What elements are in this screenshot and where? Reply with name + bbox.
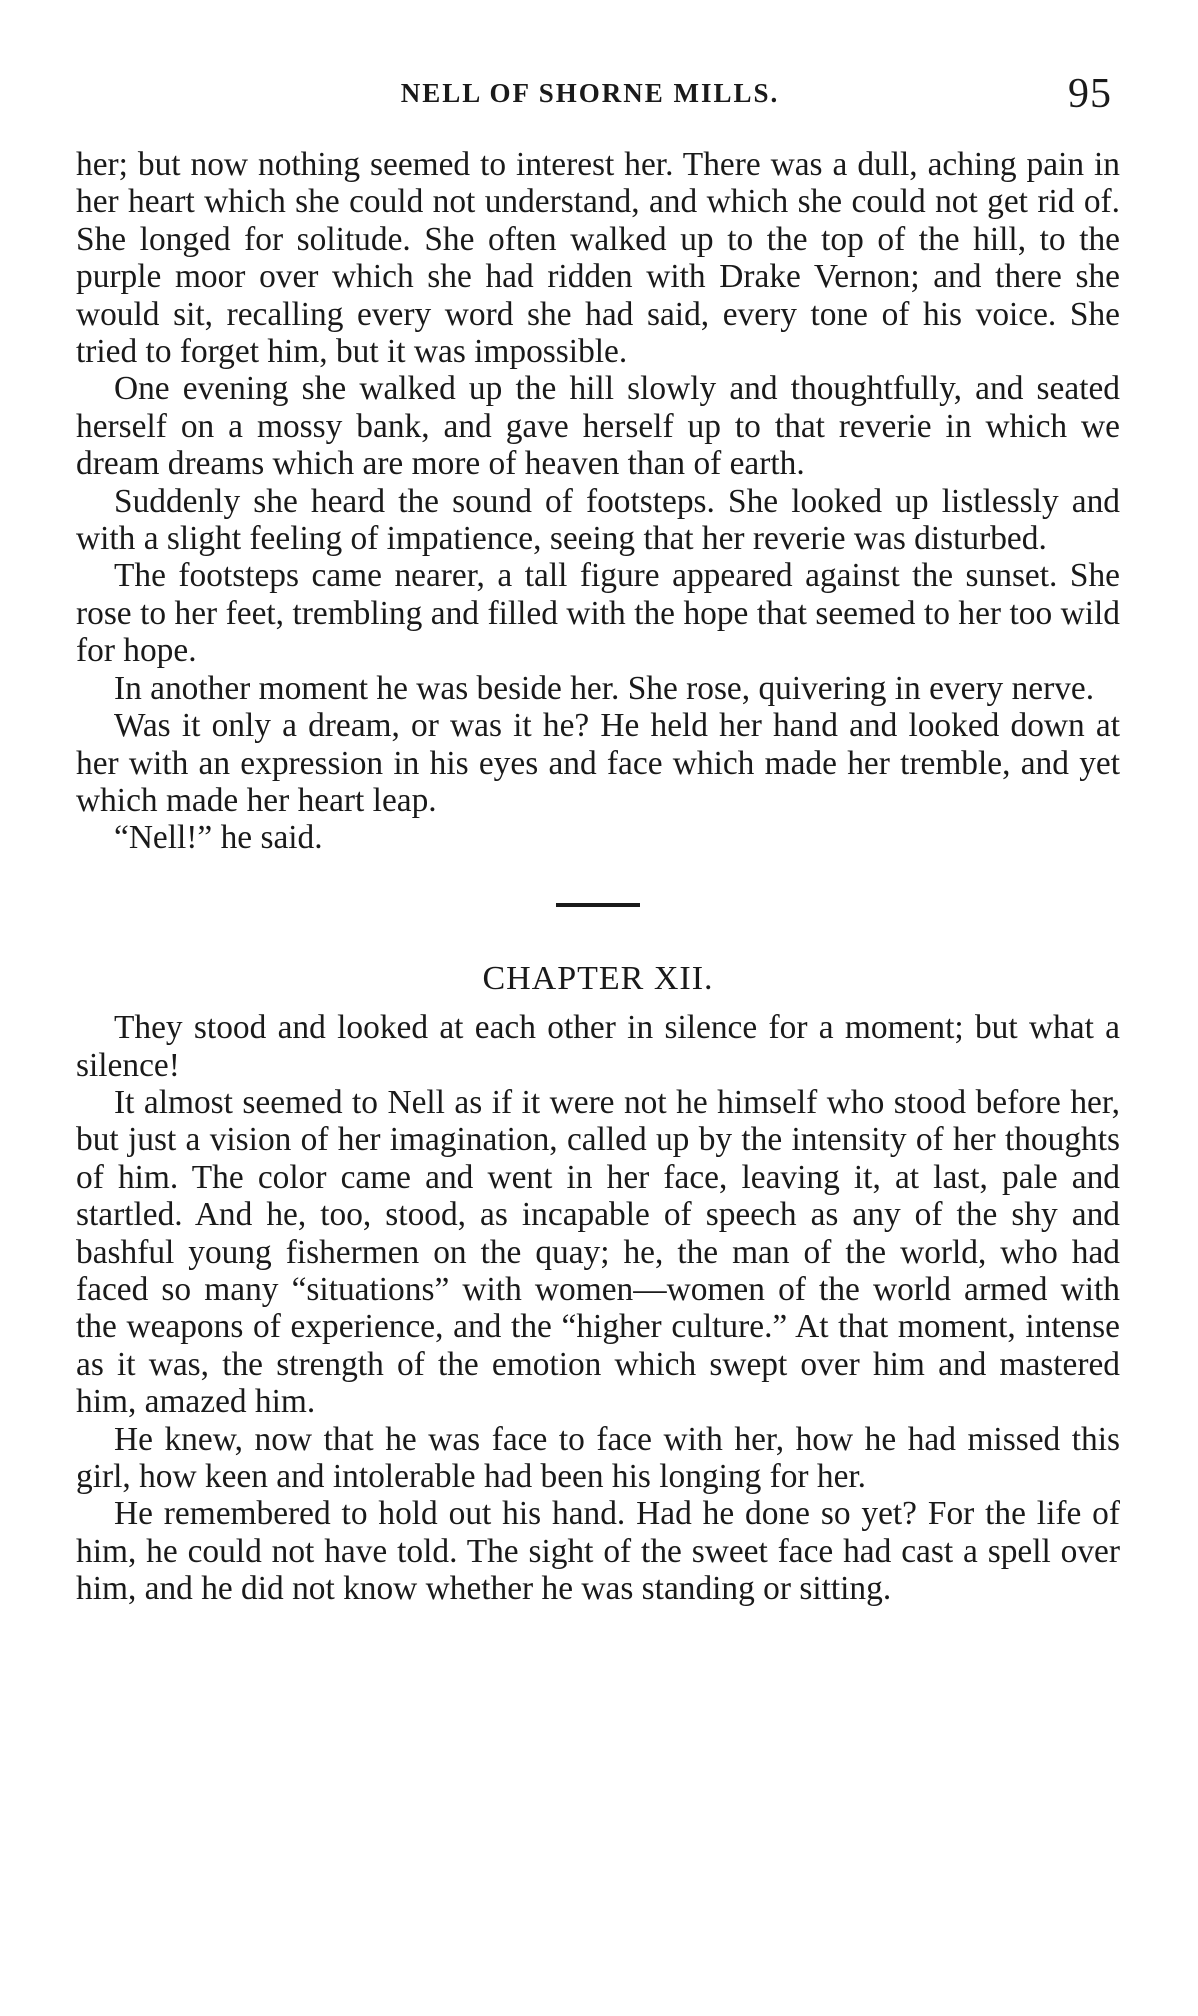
paragraph: They stood and looked at each other in silence for a moment; but what a silence! <box>76 1009 1120 1084</box>
running-title: NELL OF SHORNE MILLS. <box>400 78 780 108</box>
paragraph: He knew, now that he was face to face with her, how he had missed this girl, how keen and intolerable had been his longing for her. <box>76 1420 1120 1495</box>
paragraph: The footsteps came nearer, a tall figure appeared against the sunset. She rose to her feet, trembling and filled with the hope that seemed to her too wild for hope. <box>76 557 1120 670</box>
paragraph: He remembered to hold out his hand. Had he done so yet? For the life of him, he could not have told. The sight of the sweet face had cast a spell over him, and he did not know whether he was standing or sitting. <box>76 1495 1120 1608</box>
paragraph: It almost seemed to Nell as if it were not he himself who stood before her, but just a vision of her imagination, called up by the intensity of her thoughts of him. The color came and went in her face, leaving it, at last, pale and startled. And he, too, stood, as incapable of speech as any of the shy and bashful young fishermen on the quay; he, the man of the world, who had faced so many “situations” with women—women of the world armed with the weapons of experience, and the “higher culture.” At that moment, intense as it was, the strength of the emotion which swept over him and mastered him, amazed him. <box>76 1083 1120 1421</box>
running-header <box>60 70 1120 120</box>
paragraph: In another moment he was beside her. She rose, quivering in every nerve. <box>114 669 1095 707</box>
paragraph: Suddenly she heard the sound of footsteps. She looked up listlessly and with a slight feeling of impatience, seeing that her reverie was disturbed. <box>76 482 1120 558</box>
chapter-heading: CHAPTER XII. <box>482 959 714 997</box>
paragraph: “Nell!” he said. <box>114 819 323 857</box>
paragraph: Was it only a dream, or was it he? He held her hand and looked down at her with an expression in his eyes and face which made her tremble, and yet which made her heart leap. <box>76 707 1120 819</box>
section-divider <box>556 903 640 907</box>
paragraph: One evening she walked up the hill slowly and thoughtfully, and seated herself on a mossy bank, and gave herself up to that reverie in which we dream dreams which are more of heaven than of earth. <box>76 370 1120 483</box>
page-number: 95 <box>1068 71 1112 117</box>
paragraph: her; but now nothing seemed to interest her. There was a dull, aching pain in her heart which she could not understand, and which she could not get rid of. She longed for solitude. She often walked up to the top of the hill, to the purple moor over which she had ridden with Drake Vernon; and there she would sit, recalling every word she had said, every tone of his voice. She tried to forget him, but it was impossible. <box>76 146 1120 371</box>
body-text <box>76 146 1120 1608</box>
